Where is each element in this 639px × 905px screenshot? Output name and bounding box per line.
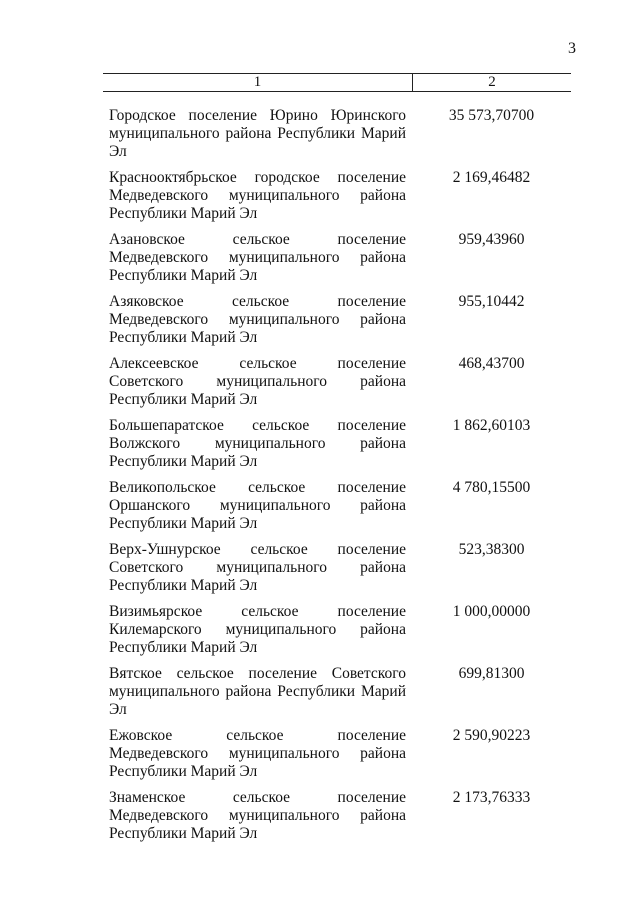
column-header-2: 2 [488,74,496,90]
page-number: 3 [568,40,576,57]
table-row [103,293,571,355]
settlement-name: Вятское сельское поселение Советского муниципального района Республики Марий Эл [109,665,406,718]
amount-value: 468,43700 [458,355,525,372]
settlement-name: Великопольское сельское поселение Оршанского муниципального района Республики Марий Эл [109,479,406,532]
table-row [103,603,571,665]
settlement-name: Алексеевское сельское поселение Советского муниципального района Республики Марий Эл [109,355,406,408]
settlement-name: Большепаратское сельское поселение Волжского муниципального района Республики Марий Эл [109,417,406,470]
settlement-name: Городское поселение Юрино Юринского муниципального района Республики Марий Эл [109,107,406,160]
settlement-name: Верх-Ушнурское сельское поселение Советского муниципального района Республики Марий Эл [109,541,406,594]
table-row [103,789,571,851]
table-header [103,73,571,92]
settlement-name: Визимьярское сельское поселение Килемарского муниципального района Республики Марий Эл [109,603,406,656]
budget-table [103,73,571,851]
table-body [103,92,571,851]
table-row [103,355,571,417]
table-row [103,541,571,603]
amount-value: 2 173,76333 [452,789,531,806]
amount-value: 959,43960 [458,231,525,248]
table-row [103,417,571,479]
table-row [103,665,571,727]
settlement-name: Азяковское сельское поселение Медведевского муниципального района Республики Марий Эл [109,293,406,346]
amount-value: 955,10442 [458,293,525,310]
settlement-name: Знаменское сельское поселение Медведевского муниципального района Республики Марий Эл [109,789,406,842]
amount-value: 4 780,15500 [452,479,531,496]
amount-value: 1 862,60103 [452,417,531,434]
table-row [103,107,571,169]
amount-value: 523,38300 [458,541,525,558]
amount-value: 2 169,46482 [452,169,531,186]
table-row [103,479,571,541]
amount-value: 699,81300 [458,665,525,682]
settlement-name: Краснооктябрьское городское поселение Медведевского муниципального района Республики Марий Эл [109,169,406,222]
amount-value: 1 000,00000 [452,603,531,620]
amount-value: 2 590,90223 [452,727,531,744]
table-row [103,727,571,789]
amount-value: 35 573,70700 [448,107,535,124]
table-row [103,231,571,293]
settlement-name: Азановское сельское поселение Медведевского муниципального района Республики Марий Эл [109,231,406,284]
settlement-name: Ежовское сельское поселение Медведевского муниципального района Республики Марий Эл [109,727,406,780]
column-header-1: 1 [103,74,413,91]
table-row [103,169,571,231]
